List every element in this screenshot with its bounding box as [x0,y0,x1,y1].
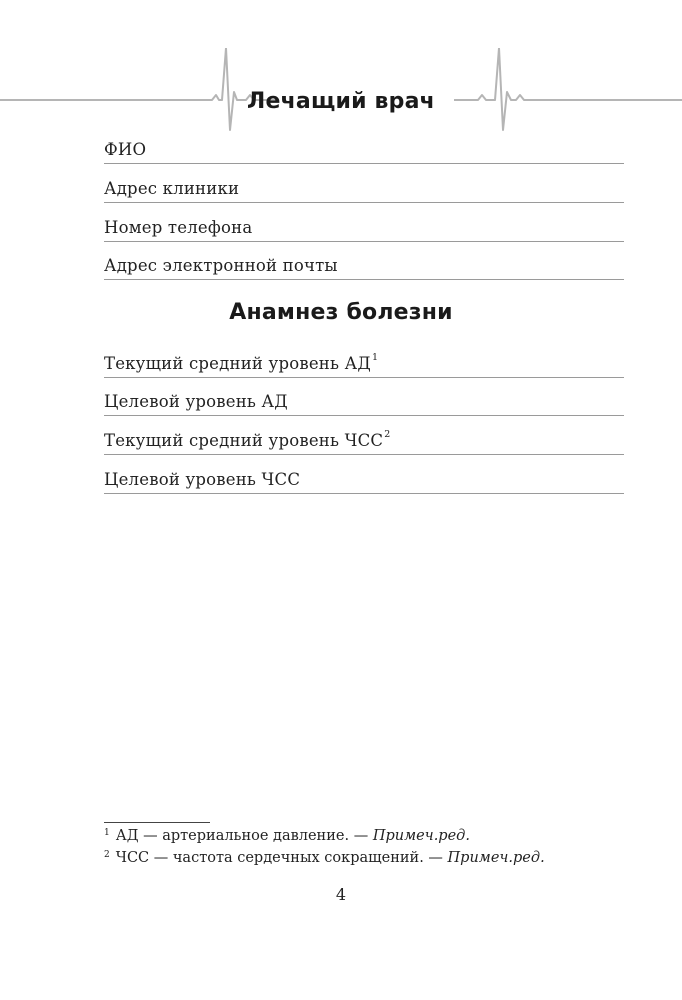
field-label: Адрес электронной почты [104,256,338,275]
field-label: ФИО [104,140,147,159]
page-title: Лечащий врач [247,89,435,114]
footnote-text: ЧСС — частота сердечных сокращений. — [115,850,448,866]
footnote [104,850,545,866]
footnote-source: Примеч.ред. [447,850,545,866]
field-phone-number[interactable] [104,211,624,242]
field-target-blood-pressure[interactable] [104,385,624,416]
footnote-source: Примеч.ред. [372,828,470,844]
footnote-number: 1 [104,828,110,838]
field-clinic-address[interactable] [104,172,624,203]
field-label: Номер телефона [104,218,253,237]
field-label: Текущий средний уровень ЧСС$^2$ [104,429,391,450]
footnote-divider [104,822,210,823]
field-email-address[interactable] [104,249,624,280]
field-label: Целевой уровень ЧСС [104,470,301,489]
footnote-text: АД — артериальное давление. — [115,828,373,844]
field-current-heart-rate[interactable] [104,424,624,455]
field-target-heart-rate[interactable] [104,463,624,494]
section-heading: Анамнез болезни [229,300,453,325]
footnote-marker: 2 [384,429,391,440]
field-label: Текущий средний уровень $АД^1$ [104,352,379,373]
footnote-number: 2 [104,850,110,860]
field-full-name[interactable] [104,133,624,164]
field-label: Целевой уровень АД [104,392,288,411]
field-current-blood-pressure[interactable] [104,347,624,378]
footnote [104,828,470,844]
field-label: Адрес клиники [104,179,240,198]
page-number: 4 [335,885,347,904]
footnote-marker: 1 [371,352,379,363]
